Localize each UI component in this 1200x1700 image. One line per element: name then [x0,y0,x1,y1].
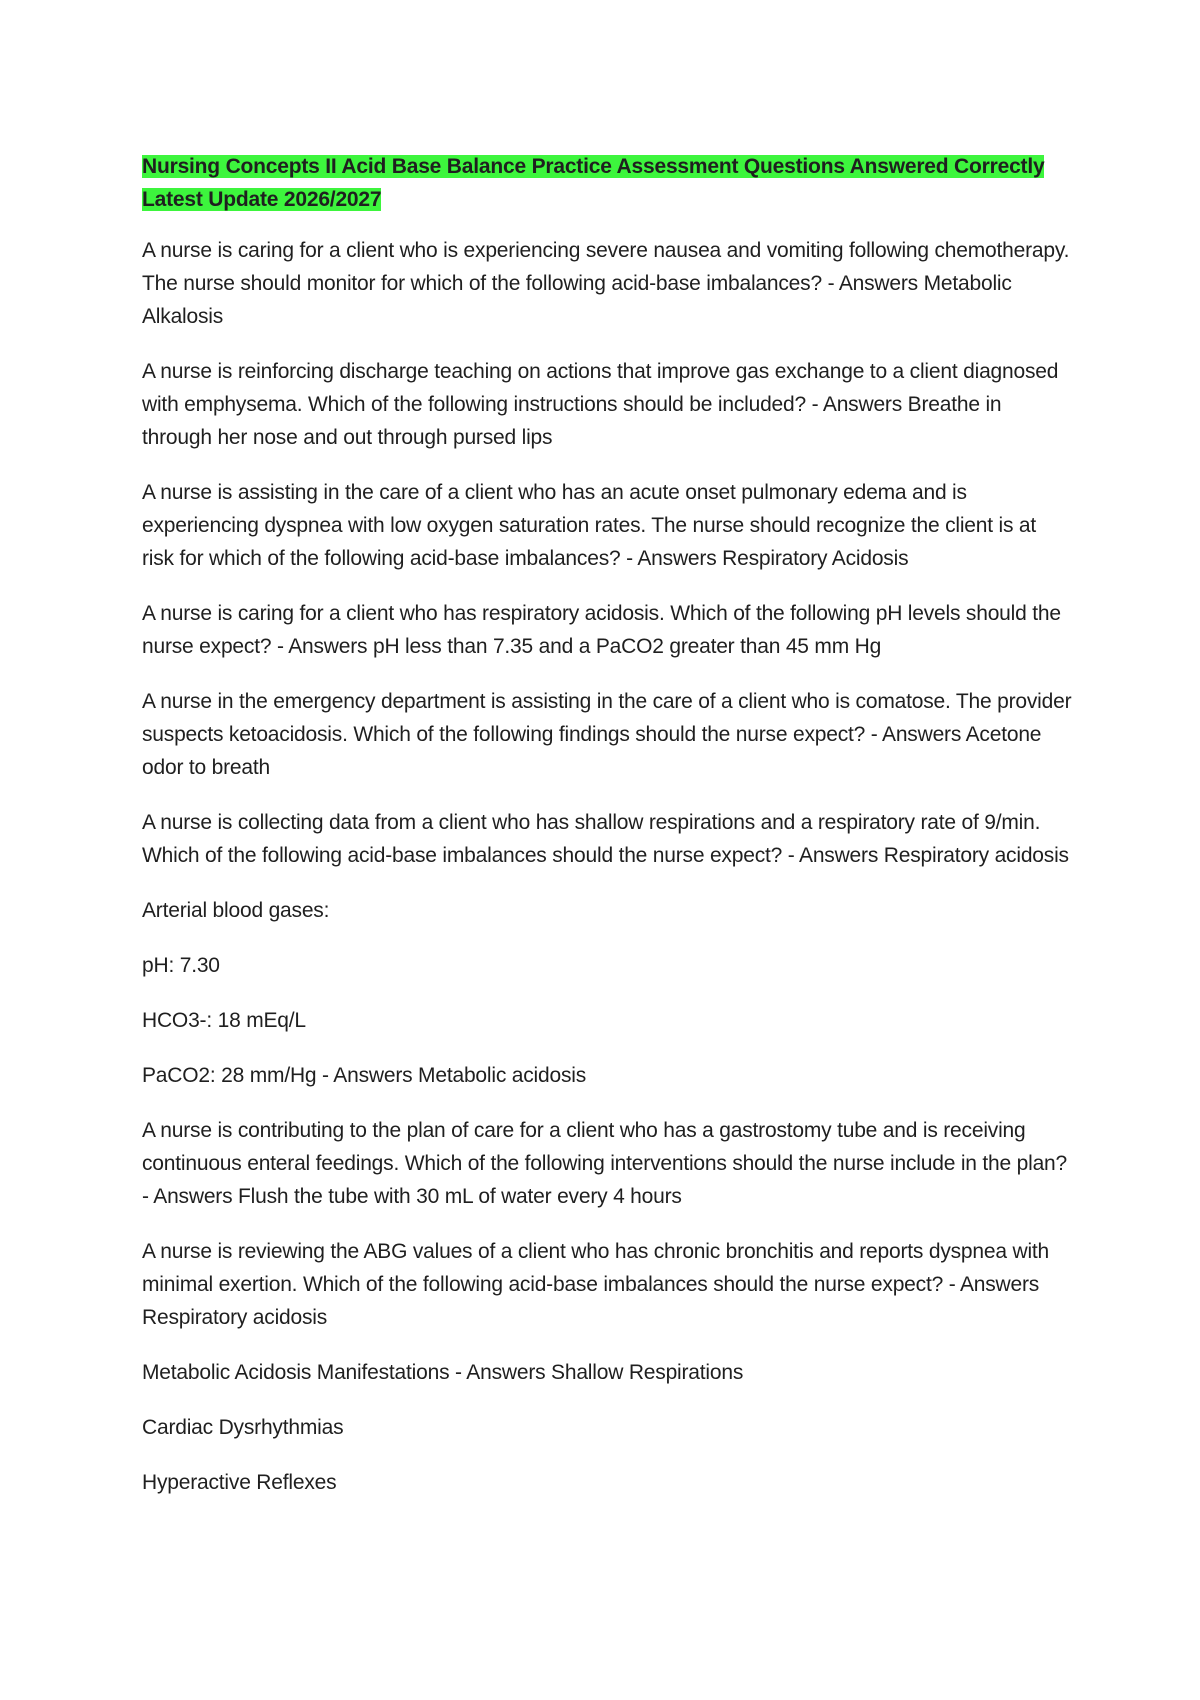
question-paragraph: A nurse is contributing to the plan of care for a client who has a gastrostomy tube and is receiving continuous enteral feedings. Which of the following interventions should the nurse include in the plan? - Answers Flush the tube with 30 mL of water every 4 hours [142,1119,1068,1208]
question-paragraph: A nurse is caring for a client who is experiencing severe nausea and vomiting following chemotherapy. The nurse should monitor for which of the following acid-base imbalances? - Answers Metabolic Alkalosis [142,239,1070,328]
question-paragraph: A nurse is assisting in the care of a client who has an acute onset pulmonary edema and is experiencing dyspnea with low oxygen saturation rates. The nurse should recognize the client is at risk for which of the following acid-base imbalances? - Answers Respiratory Acidosis [142,481,1037,570]
question-paragraph: A nurse in the emergency department is assisting in the care of a client who is comatose. The provider suspects ketoacidosis. Which of the following findings should the nurse expect? - Answers Acetone odor to breath [142,690,1072,779]
manifestations-item: Metabolic Acidosis Manifestations - Answers Shallow Respirations [142,1361,744,1384]
abg-heading: Arterial blood gases: [142,899,330,922]
highlighted-title-text: Nursing Concepts II Acid Base Balance Practice Assessment Questions Answered Correctly Latest Update 2026/2027 [142,155,1045,211]
document-body [142,150,1072,1521]
document-title [142,150,1072,216]
manifestations-item: Hyperactive Reflexes [142,1471,337,1494]
question-paragraph: A nurse is reinforcing discharge teaching on actions that improve gas exchange to a client diagnosed with emphysema. Which of the following instructions should be included? - Answers Breathe in through her nose and out through pursed lips [142,360,1059,449]
manifestations-item: Cardiac Dysrhythmias [142,1416,344,1439]
abg-value-hco3: HCO3-: 18 mEq/L [142,1009,306,1032]
abg-value-ph: pH: 7.30 [142,954,220,977]
question-paragraph: A nurse is collecting data from a client who has shallow respirations and a respiratory rate of 9/min. Which of the following acid-base imbalances should the nurse expect? - Answers Respiratory acidosis [142,811,1069,867]
abg-value-paco2: PaCO2: 28 mm/Hg - Answers Metabolic acidosis [142,1064,587,1087]
question-paragraph: A nurse is reviewing the ABG values of a client who has chronic bronchitis and reports dyspnea with minimal exertion. Which of the following acid-base imbalances should the nurse expect? - Answers Respiratory acidosis [142,1240,1050,1329]
question-paragraph: A nurse is caring for a client who has respiratory acidosis. Which of the following pH levels should the nurse expect? - Answers pH less than 7.35 and a PaCO2 greater than 45 mm Hg [142,602,1061,658]
